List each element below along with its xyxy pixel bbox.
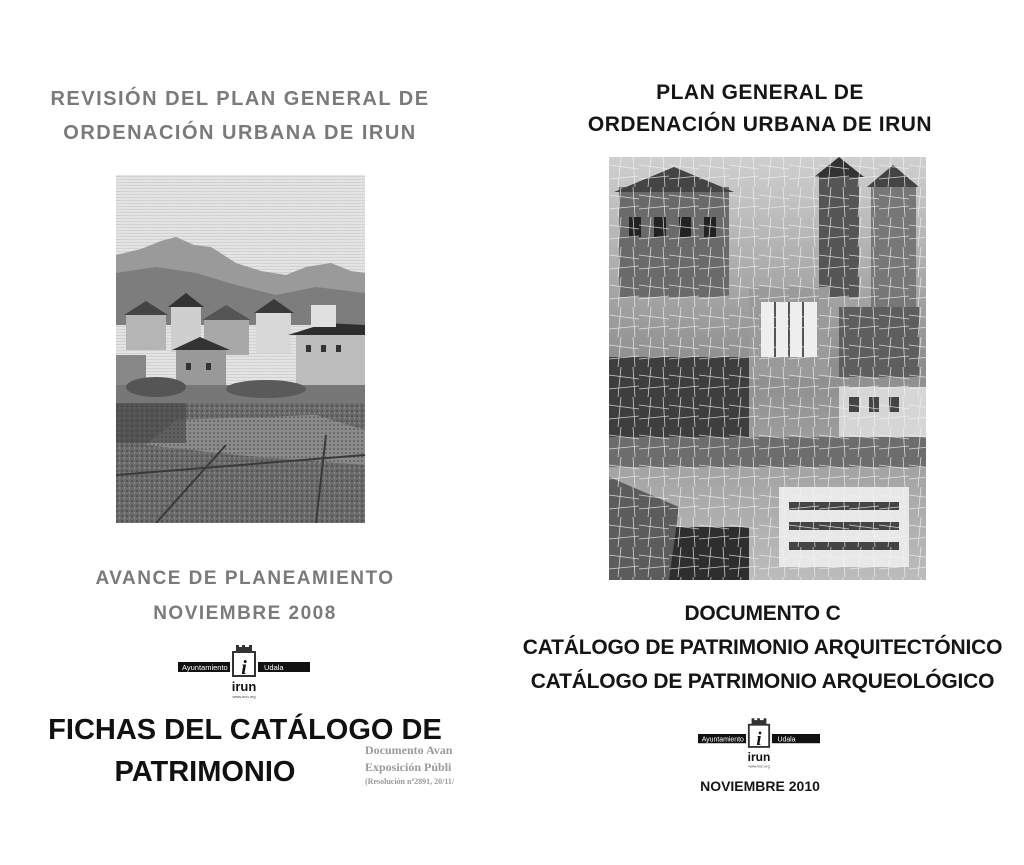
- left-title-line1: REVISIÓN DEL PLAN GENERAL DE: [50, 88, 430, 110]
- svg-text:Udala: Udala: [777, 736, 796, 744]
- svg-text:Ayuntamiento: Ayuntamiento: [701, 736, 744, 744]
- irun-logo-right: [698, 718, 820, 774]
- left-phase: AVANCE DE PLANEAMIENTO: [95, 568, 395, 589]
- svg-text:www.irun.org: www.irun.org: [748, 764, 770, 769]
- engraving-image: [116, 175, 365, 523]
- catalog-archaeological: CATÁLOGO DE PATRIMONIO ARQUEOLÓGICO: [530, 670, 995, 693]
- stamp-line3: (Resolución nº2891, 20/11/: [365, 777, 455, 786]
- svg-text:Ayuntamiento: Ayuntamiento: [182, 663, 228, 672]
- village-engraving: [116, 175, 365, 523]
- stamp-line2: Exposición Públi: [365, 760, 452, 774]
- architecture-collage: [609, 157, 926, 580]
- left-heading-line2: PATRIMONIO: [114, 756, 296, 788]
- doc-label: DOCUMENTO C: [684, 602, 841, 625]
- left-heading-line1: FICHAS DEL CATÁLOGO DE: [48, 714, 442, 746]
- irun-logo-icon: [178, 645, 310, 705]
- svg-text:irun: irun: [747, 749, 771, 764]
- svg-text:www.irun.org: www.irun.org: [232, 694, 256, 699]
- right-title-line1: PLAN GENERAL DE: [656, 81, 864, 104]
- svg-text:i: i: [756, 729, 762, 750]
- irun-logo-icon-right: [698, 718, 820, 774]
- right-date: NOVIEMBRE 2010: [700, 778, 820, 794]
- irun-logo-left: [178, 645, 310, 705]
- stamp-line1: Documento Avan: [365, 743, 453, 757]
- collage-image: [609, 157, 926, 580]
- right-title-line2: ORDENACIÓN URBANA DE IRUN: [587, 113, 933, 136]
- catalog-architectural: CATÁLOGO DE PATRIMONIO ARQUITECTÓNICO: [522, 636, 1003, 659]
- left-date: NOVIEMBRE 2008: [153, 603, 337, 624]
- left-title-line2: ORDENACIÓN URBANA DE IRUN: [63, 122, 417, 144]
- svg-text:i: i: [241, 657, 247, 679]
- svg-text:Udala: Udala: [264, 663, 284, 672]
- svg-text:irun: irun: [231, 679, 257, 694]
